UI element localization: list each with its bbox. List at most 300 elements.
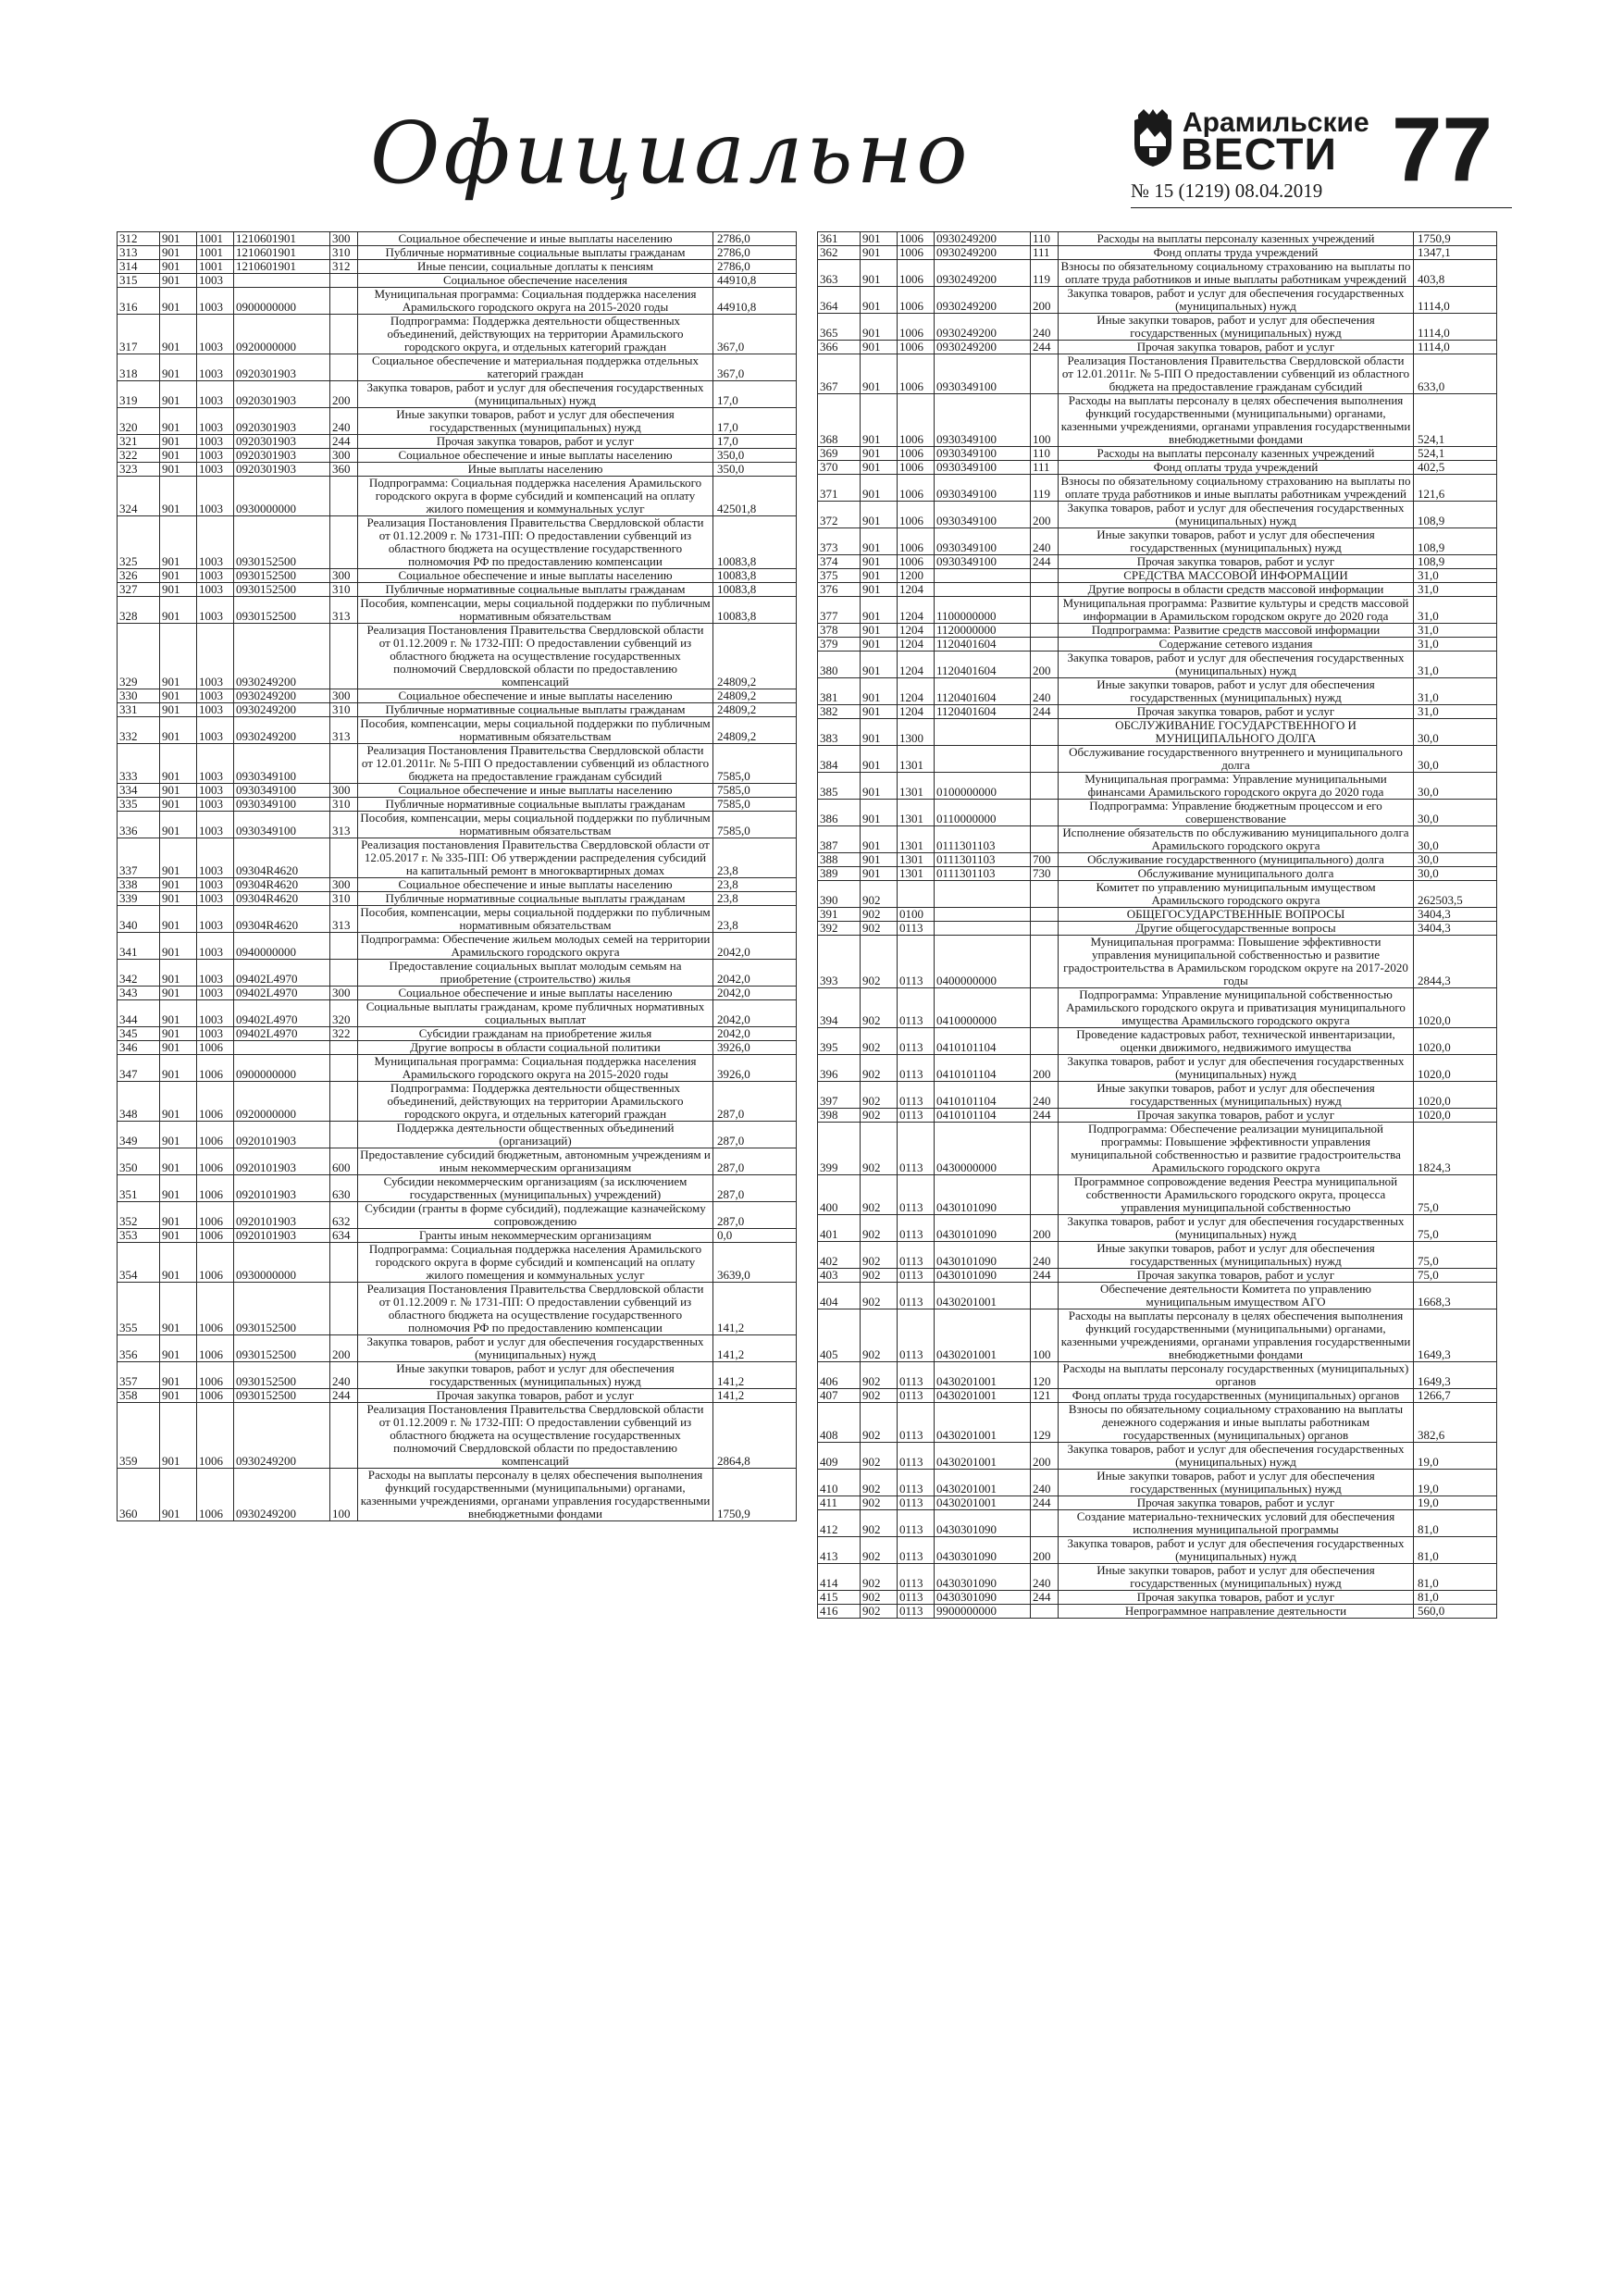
row-number-cell: 325 [118, 516, 160, 569]
section-code-cell: 1204 [898, 705, 935, 719]
amount-cell: 287,0 [713, 1082, 797, 1122]
department-code-cell: 901 [160, 246, 197, 260]
amount-cell: 19,0 [1414, 1470, 1497, 1496]
target-article-cell: 0430201001 [935, 1403, 1031, 1443]
table-row [118, 569, 797, 583]
target-article-cell: 0930349100 [234, 798, 330, 812]
target-article-cell: 0930152500 [234, 597, 330, 624]
description-cell: Исполнение обязательств по обслуживанию муниципального долга Арамильского городского округа [1059, 826, 1414, 853]
amount-cell: 2042,0 [713, 1000, 797, 1027]
table-row [118, 703, 797, 717]
amount-cell: 31,0 [1414, 678, 1497, 705]
description-cell: Содержание сетевого издания [1059, 638, 1414, 652]
amount-cell: 24809,2 [713, 717, 797, 744]
description-cell: Иные закупки товаров, работ и услуг для обеспечения государственных (муниципальных) нужд [1059, 314, 1414, 341]
amount-cell: 1649,3 [1414, 1362, 1497, 1389]
expense-type-cell: 240 [1031, 1082, 1059, 1109]
row-number-cell: 380 [818, 652, 861, 678]
expense-type-cell [1031, 1175, 1059, 1215]
table-row [118, 838, 797, 878]
department-code-cell: 901 [861, 705, 898, 719]
description-cell: Другие общегосударственные вопросы [1059, 922, 1414, 936]
table-row [818, 1309, 1497, 1362]
section-code-cell: 1006 [898, 447, 935, 461]
table-row [818, 341, 1497, 354]
description-cell: Иные закупки товаров, работ и услуг для обеспечения государственных (муниципальных) нужд [1059, 1470, 1414, 1496]
description-cell: Прочая закупка товаров, работ и услуг [1059, 341, 1414, 354]
row-number-cell: 330 [118, 689, 160, 703]
department-code-cell: 901 [861, 341, 898, 354]
description-cell: Муниципальная программа: Управление муниципальными финансами Арамильского городского округа до 2020 года [1059, 773, 1414, 800]
target-article-cell: 1120401604 [935, 678, 1031, 705]
section-code-cell: 1006 [197, 1469, 234, 1521]
row-number-cell: 385 [818, 773, 861, 800]
table-row [118, 1148, 797, 1175]
section-code-cell: 1003 [197, 408, 234, 435]
target-article-cell: 0930349100 [935, 447, 1031, 461]
amount-cell: 2864,8 [713, 1403, 797, 1469]
section-code-cell: 1003 [197, 583, 234, 597]
description-cell: Прочая закупка товаров, работ и услуг [1059, 1591, 1414, 1605]
table-row [818, 1242, 1497, 1269]
row-number-cell: 355 [118, 1283, 160, 1335]
table-row [118, 381, 797, 408]
department-code-cell: 901 [160, 878, 197, 892]
department-code-cell: 901 [160, 1000, 197, 1027]
amount-cell: 287,0 [713, 1202, 797, 1229]
table-row [118, 1243, 797, 1283]
section-code-cell: 1006 [197, 1283, 234, 1335]
row-number-cell: 336 [118, 812, 160, 838]
target-article-cell: 0930349100 [234, 744, 330, 784]
row-number-cell: 313 [118, 246, 160, 260]
expense-type-cell [330, 1243, 358, 1283]
section-code-cell: 0113 [898, 1028, 935, 1055]
expense-type-cell: 200 [1031, 1537, 1059, 1564]
section-code-cell: 0113 [898, 1496, 935, 1510]
amount-cell: 23,8 [713, 906, 797, 933]
expense-type-cell: 240 [1031, 1470, 1059, 1496]
section-code-cell: 1006 [898, 475, 935, 502]
table-row [118, 449, 797, 463]
expense-type-cell: 244 [1031, 555, 1059, 569]
expense-type-cell [330, 960, 358, 987]
expense-type-cell: 240 [1031, 314, 1059, 341]
expense-type-cell [1031, 908, 1059, 922]
row-number-cell: 372 [818, 502, 861, 528]
table-row [118, 906, 797, 933]
department-code-cell: 902 [861, 908, 898, 922]
section-code-cell: 1006 [197, 1148, 234, 1175]
target-article-cell: 1100000000 [935, 597, 1031, 624]
expense-type-cell: 119 [1031, 260, 1059, 287]
target-article-cell: 0930349100 [935, 502, 1031, 528]
description-cell: Подпрограмма: Развитие средств массовой информации [1059, 624, 1414, 638]
expense-type-cell [330, 933, 358, 960]
table-row [118, 744, 797, 784]
target-article-cell: 0930249200 [234, 1403, 330, 1469]
section-code-cell: 1003 [197, 624, 234, 689]
row-number-cell: 414 [818, 1564, 861, 1591]
description-cell: Реализация постановления Правительства Свердловской области от 12.05.2017 г. № 335-ПП: Об утверждении распределения субсидий на капитальный ремонт в многоквартирных домах [358, 838, 713, 878]
table-row [818, 475, 1497, 502]
section-code-cell: 0113 [898, 1403, 935, 1443]
target-article-cell: 0930349100 [935, 394, 1031, 447]
department-code-cell: 901 [160, 1362, 197, 1389]
amount-cell: 350,0 [713, 449, 797, 463]
description-cell: Иные закупки товаров, работ и услуг для обеспечения государственных (муниципальных) нужд [358, 1362, 713, 1389]
description-cell: Обеспечение деятельности Комитета по управлению муниципальным имуществом АГО [1059, 1283, 1414, 1309]
department-code-cell: 901 [160, 1335, 197, 1362]
expense-type-cell: 244 [1031, 341, 1059, 354]
description-cell: Реализация Постановления Правительства Свердловской области от 12.01.2011г. № 5-ПП О предоставлении субвенций из областного бюджета на предоставление гражданам субсидий [1059, 354, 1414, 394]
expense-type-cell [330, 1055, 358, 1082]
table-row [118, 516, 797, 569]
table-row [818, 988, 1497, 1028]
expense-type-cell: 300 [330, 784, 358, 798]
row-number-cell: 388 [818, 853, 861, 867]
row-number-cell: 331 [118, 703, 160, 717]
description-cell: Прочая закупка товаров, работ и услуг [358, 435, 713, 449]
description-cell: Иные закупки товаров, работ и услуг для обеспечения государственных (муниципальных) нужд [1059, 1564, 1414, 1591]
expense-type-cell: 240 [1031, 1564, 1059, 1591]
table-row [118, 1403, 797, 1469]
expense-type-cell [330, 274, 358, 288]
target-article-cell: 0400000000 [935, 936, 1031, 988]
table-row [818, 1028, 1497, 1055]
table-row [118, 1082, 797, 1122]
description-cell: Закупка товаров, работ и услуг для обеспечения государственных (муниципальных) нужд [1059, 1443, 1414, 1470]
row-number-cell: 346 [118, 1041, 160, 1055]
table-row [818, 1123, 1497, 1175]
department-code-cell: 902 [861, 1443, 898, 1470]
amount-cell: 141,2 [713, 1283, 797, 1335]
amount-cell: 42501,8 [713, 477, 797, 516]
table-row [818, 354, 1497, 394]
row-number-cell: 322 [118, 449, 160, 463]
department-code-cell: 901 [160, 381, 197, 408]
department-code-cell: 901 [861, 597, 898, 624]
target-article-cell: 0930000000 [234, 477, 330, 516]
department-code-cell: 901 [160, 449, 197, 463]
table-row [118, 1335, 797, 1362]
description-cell: Закупка товаров, работ и услуг для обеспечения государственных (муниципальных) нужд [358, 381, 713, 408]
expense-type-cell: 632 [330, 1202, 358, 1229]
expense-type-cell [1031, 773, 1059, 800]
table-row [818, 461, 1497, 475]
expense-type-cell: 322 [330, 1027, 358, 1041]
department-code-cell: 901 [160, 1202, 197, 1229]
section-code-cell: 0113 [898, 1510, 935, 1537]
target-article-cell: 0410101104 [935, 1028, 1031, 1055]
department-code-cell: 901 [861, 555, 898, 569]
table-row [118, 1283, 797, 1335]
section-code-cell: 0113 [898, 1362, 935, 1389]
page-number: 77 [1392, 98, 1493, 200]
description-cell: Подпрограмма: Обеспечение жильем молодых семей на территории Арамильского городского округа [358, 933, 713, 960]
department-code-cell: 901 [160, 892, 197, 906]
table-row [818, 1175, 1497, 1215]
amount-cell: 3926,0 [713, 1041, 797, 1055]
target-article-cell: 0100000000 [935, 773, 1031, 800]
expense-type-cell: 244 [330, 435, 358, 449]
table-row [818, 1389, 1497, 1403]
amount-cell: 403,8 [1414, 260, 1497, 287]
amount-cell: 2042,0 [713, 1027, 797, 1041]
amount-cell: 1347,1 [1414, 246, 1497, 260]
section-code-cell: 1301 [898, 746, 935, 773]
department-code-cell: 902 [861, 1496, 898, 1510]
table-row [818, 800, 1497, 826]
description-cell: Иные выплаты населению [358, 463, 713, 477]
row-number-cell: 409 [818, 1443, 861, 1470]
table-row [118, 960, 797, 987]
expense-type-cell: 240 [1031, 678, 1059, 705]
row-number-cell: 367 [818, 354, 861, 394]
target-article-cell: 0111301103 [935, 853, 1031, 867]
target-article-cell: 0430301090 [935, 1510, 1031, 1537]
department-code-cell: 901 [861, 652, 898, 678]
target-article-cell: 0920101903 [234, 1202, 330, 1229]
target-article-cell: 1120401604 [935, 705, 1031, 719]
expense-type-cell [330, 288, 358, 315]
row-number-cell: 320 [118, 408, 160, 435]
amount-cell: 30,0 [1414, 800, 1497, 826]
description-cell: ОБСЛУЖИВАНИЕ ГОСУДАРСТВЕННОГО И МУНИЦИПАЛЬНОГО ДОЛГА [1059, 719, 1414, 746]
expense-type-cell: 313 [330, 906, 358, 933]
target-article-cell: 0430301090 [935, 1564, 1031, 1591]
description-cell: Социальное обеспечение и материальная поддержка отдельных категорий граждан [358, 354, 713, 381]
department-code-cell: 901 [160, 288, 197, 315]
table-row [818, 1537, 1497, 1564]
section-code-cell: 0113 [898, 1443, 935, 1470]
table-row [818, 1269, 1497, 1283]
section-code-cell: 1006 [197, 1362, 234, 1389]
table-row [118, 288, 797, 315]
description-cell: Иные закупки товаров, работ и услуг для обеспечения государственных (муниципальных) нужд [358, 408, 713, 435]
section-code-cell: 0113 [898, 1242, 935, 1269]
target-article-cell: 0920301903 [234, 408, 330, 435]
row-number-cell: 329 [118, 624, 160, 689]
department-code-cell: 901 [160, 933, 197, 960]
target-article-cell [935, 908, 1031, 922]
table-row [818, 1215, 1497, 1242]
description-cell: Реализация Постановления Правительства Свердловской области от 01.12.2009 г. № 1732-ПП: О предоставлении субвенций из областного бюджета на осуществление государственных полномочий Свердловской области по предоставлению компенсаций [358, 624, 713, 689]
section-code-cell: 1003 [197, 838, 234, 878]
amount-cell: 1020,0 [1414, 1055, 1497, 1082]
description-cell: Реализация Постановления Правительства Свердловской области от 01.12.2009 г. № 1732-ПП: О предоставлении субвенций из областного бюджета на осуществление государственных полномочий Свердловской области по предоставлению компенсаций [358, 1403, 713, 1469]
description-cell: Закупка товаров, работ и услуг для обеспечения государственных (муниципальных) нужд [1059, 1215, 1414, 1242]
target-article-cell: 0430101090 [935, 1215, 1031, 1242]
row-number-cell: 389 [818, 867, 861, 881]
target-article-cell: 0920101903 [234, 1229, 330, 1243]
amount-cell: 75,0 [1414, 1269, 1497, 1283]
row-number-cell: 345 [118, 1027, 160, 1041]
table-row [118, 987, 797, 1000]
section-code-cell: 1006 [898, 232, 935, 246]
description-cell: Субсидии некоммерческим организациям (за исключением государственных (муниципальных) учреждений) [358, 1175, 713, 1202]
amount-cell: 367,0 [713, 354, 797, 381]
table-row [818, 652, 1497, 678]
amount-cell: 633,0 [1414, 354, 1497, 394]
target-article-cell: 1210601901 [234, 260, 330, 274]
amount-cell: 81,0 [1414, 1591, 1497, 1605]
amount-cell: 1668,3 [1414, 1283, 1497, 1309]
department-code-cell: 901 [160, 744, 197, 784]
row-number-cell: 349 [118, 1122, 160, 1148]
target-article-cell: 09402L4970 [234, 960, 330, 987]
section-code-cell: 1003 [197, 892, 234, 906]
row-number-cell: 404 [818, 1283, 861, 1309]
amount-cell: 81,0 [1414, 1510, 1497, 1537]
row-number-cell: 318 [118, 354, 160, 381]
row-number-cell: 362 [818, 246, 861, 260]
expense-type-cell: 244 [1031, 1109, 1059, 1123]
expense-type-cell: 200 [1031, 502, 1059, 528]
amount-cell: 17,0 [713, 381, 797, 408]
row-number-cell: 383 [818, 719, 861, 746]
section-code-cell: 1003 [197, 960, 234, 987]
brand-name-bottom: ВЕСТИ [1181, 130, 1337, 180]
expense-type-cell: 244 [1031, 1269, 1059, 1283]
table-row [118, 354, 797, 381]
expense-type-cell: 700 [1031, 853, 1059, 867]
row-number-cell: 369 [818, 447, 861, 461]
amount-cell: 560,0 [1414, 1605, 1497, 1619]
department-code-cell: 902 [861, 881, 898, 908]
expense-type-cell: 600 [330, 1148, 358, 1175]
expense-type-cell: 200 [1031, 287, 1059, 314]
row-number-cell: 348 [118, 1082, 160, 1122]
description-cell: Предоставление субсидий бюджетным, автономным учреждениям и иным некоммерческим организациям [358, 1148, 713, 1175]
row-number-cell: 413 [818, 1537, 861, 1564]
department-code-cell: 902 [861, 1269, 898, 1283]
target-article-cell: 0930249200 [935, 287, 1031, 314]
amount-cell: 81,0 [1414, 1537, 1497, 1564]
amount-cell: 1824,3 [1414, 1123, 1497, 1175]
section-code-cell: 1006 [197, 1389, 234, 1403]
row-number-cell: 323 [118, 463, 160, 477]
section-code-cell: 1204 [898, 624, 935, 638]
amount-cell: 2042,0 [713, 933, 797, 960]
section-code-cell: 1003 [197, 798, 234, 812]
expense-type-cell: 240 [330, 1362, 358, 1389]
section-code-cell: 1003 [197, 987, 234, 1000]
description-cell: Закупка товаров, работ и услуг для обеспечения государственных (муниципальных) нужд [1059, 502, 1414, 528]
expense-type-cell [330, 354, 358, 381]
target-article-cell: 0930249200 [234, 703, 330, 717]
header-divider [1131, 207, 1512, 208]
department-code-cell: 901 [160, 583, 197, 597]
department-code-cell: 901 [160, 1055, 197, 1082]
expense-type-cell [330, 1403, 358, 1469]
description-cell: Другие вопросы в области средств массовой информации [1059, 583, 1414, 597]
amount-cell: 1020,0 [1414, 1028, 1497, 1055]
expense-type-cell: 240 [330, 408, 358, 435]
row-number-cell: 398 [818, 1109, 861, 1123]
amount-cell: 10083,8 [713, 583, 797, 597]
section-code-cell: 1003 [197, 288, 234, 315]
department-code-cell: 901 [160, 838, 197, 878]
row-number-cell: 416 [818, 1605, 861, 1619]
row-number-cell: 381 [818, 678, 861, 705]
row-number-cell: 351 [118, 1175, 160, 1202]
section-code-cell: 1300 [898, 719, 935, 746]
target-article-cell: 0430201001 [935, 1496, 1031, 1510]
expense-type-cell: 111 [1031, 461, 1059, 475]
row-number-cell: 376 [818, 583, 861, 597]
table-row [118, 463, 797, 477]
target-article-cell: 0930349100 [935, 555, 1031, 569]
department-code-cell: 901 [160, 435, 197, 449]
section-code-cell: 1006 [197, 1335, 234, 1362]
left-column [117, 231, 796, 1521]
target-article-cell: 09402L4970 [234, 1027, 330, 1041]
description-cell: Иные закупки товаров, работ и услуг для обеспечения государственных (муниципальных) нужд [1059, 528, 1414, 555]
description-cell: СРЕДСТВА МАССОВОЙ ИНФОРМАЦИИ [1059, 569, 1414, 583]
amount-cell: 75,0 [1414, 1175, 1497, 1215]
department-code-cell: 902 [861, 1591, 898, 1605]
amount-cell: 75,0 [1414, 1215, 1497, 1242]
amount-cell: 2786,0 [713, 260, 797, 274]
expense-type-cell [1031, 597, 1059, 624]
section-code-cell: 1204 [898, 652, 935, 678]
expense-type-cell: 110 [1031, 447, 1059, 461]
table-row [118, 1469, 797, 1521]
target-article-cell: 0410000000 [935, 988, 1031, 1028]
department-code-cell: 902 [861, 1215, 898, 1242]
table-row [818, 1470, 1497, 1496]
table-row [118, 892, 797, 906]
target-article-cell: 0930152500 [234, 1335, 330, 1362]
target-article-cell: 0930152500 [234, 569, 330, 583]
section-code-cell: 1006 [197, 1122, 234, 1148]
department-code-cell: 902 [861, 1389, 898, 1403]
target-article-cell: 0920101903 [234, 1122, 330, 1148]
expense-type-cell [1031, 583, 1059, 597]
table-row [118, 1000, 797, 1027]
department-code-cell: 902 [861, 1510, 898, 1537]
table-row [118, 597, 797, 624]
amount-cell: 7585,0 [713, 784, 797, 798]
section-code-cell: 0113 [898, 1283, 935, 1309]
department-code-cell: 901 [160, 260, 197, 274]
row-number-cell: 377 [818, 597, 861, 624]
description-cell: Социальное обеспечение и иные выплаты населению [358, 878, 713, 892]
section-code-cell: 0113 [898, 936, 935, 988]
section-code-cell: 1204 [898, 638, 935, 652]
amount-cell: 30,0 [1414, 853, 1497, 867]
target-article-cell: 0110000000 [935, 800, 1031, 826]
department-code-cell: 901 [861, 354, 898, 394]
expense-type-cell [1031, 800, 1059, 826]
section-code-cell: 1006 [898, 394, 935, 447]
amount-cell: 17,0 [713, 408, 797, 435]
row-number-cell: 406 [818, 1362, 861, 1389]
row-number-cell: 354 [118, 1243, 160, 1283]
department-code-cell: 902 [861, 936, 898, 988]
department-code-cell: 901 [861, 232, 898, 246]
description-cell: Иные закупки товаров, работ и услуг для обеспечения государственных (муниципальных) нужд [1059, 1242, 1414, 1269]
department-code-cell: 901 [160, 1283, 197, 1335]
expense-type-cell: 360 [330, 463, 358, 477]
amount-cell: 2042,0 [713, 960, 797, 987]
target-article-cell: 0930000000 [234, 1243, 330, 1283]
section-code-cell: 1006 [898, 260, 935, 287]
amount-cell: 19,0 [1414, 1443, 1497, 1470]
target-article-cell [935, 569, 1031, 583]
row-number-cell: 314 [118, 260, 160, 274]
